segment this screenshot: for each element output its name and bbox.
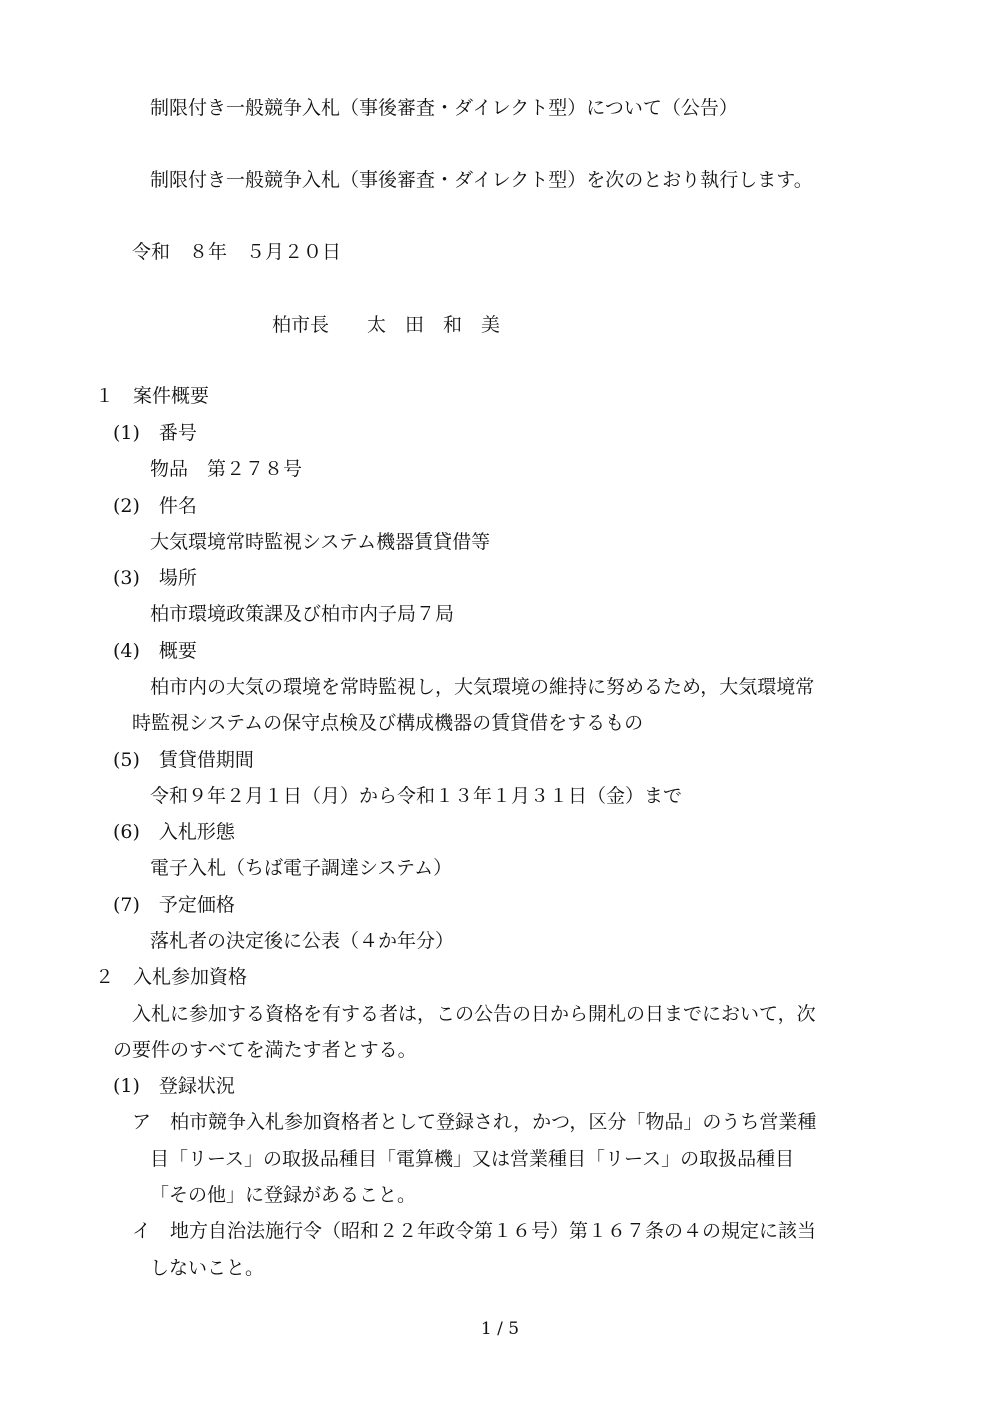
section-2-intro-line-1: 入札に参加する資格を有する者は，この公告の日から開札の日までにおいて，次 xyxy=(132,1003,816,1025)
item-3-value: 柏市環境政策課及び柏市内子局７局 xyxy=(150,603,455,625)
section-2-intro-line-2: の要件のすべてを満たす者とする。 xyxy=(113,1039,417,1061)
item-4-value-line-1: 柏市内の大気の環境を常時監視し，大気環境の維持に努めるため，大気環境常 xyxy=(150,676,815,698)
notice-title: 制限付き一般競争入札（事後審査・ダイレクト型）について（公告） xyxy=(150,97,738,119)
requirement-a-line-3: 「その他」に登録があること。 xyxy=(150,1184,417,1206)
registration-status-label: (1) 登録状況 xyxy=(113,1075,235,1097)
item-2-label: (2) 件名 xyxy=(113,495,197,517)
item-6-value: 電子入札（ちば電子調達システム） xyxy=(150,857,453,879)
requirement-b-line-1: イ 地方自治法施行令（昭和２２年政令第１６号）第１６７条の４の規定に該当 xyxy=(132,1220,817,1242)
item-4-value-line-2: 時監視システムの保守点検及び構成機器の賃貸借をするもの xyxy=(132,712,644,734)
issuer-name: 柏市長 太 田 和 美 xyxy=(272,314,501,336)
section-1-heading: １ 案件概要 xyxy=(95,385,210,407)
item-6-label: (6) 入札形態 xyxy=(113,821,235,843)
item-7-value: 落札者の決定後に公表（４か年分） xyxy=(150,930,455,952)
section-2-heading: ２ 入札参加資格 xyxy=(95,966,248,988)
item-5-value: 令和９年２月１日（月）から令和１３年１月３１日（金）まで xyxy=(150,785,683,807)
item-3-label: (3) 場所 xyxy=(113,567,197,589)
item-7-label: (7) 予定価格 xyxy=(113,894,235,916)
requirement-a-line-2: 目「リース」の取扱品種目「電算機」又は営業種目「リース」の取扱品種目 xyxy=(150,1148,795,1170)
item-1-label: (1) 番号 xyxy=(113,422,197,444)
requirement-a-line-1: ア 柏市競争入札参加資格者として登録され，かつ，区分「物品」のうち営業種 xyxy=(132,1111,817,1133)
item-4-label: (4) 概要 xyxy=(113,640,197,662)
item-2-value: 大気環境常時監視システム機器賃貸借等 xyxy=(150,531,491,553)
item-1-value: 物品 第２７８号 xyxy=(150,458,303,480)
page-number: 1 / 5 xyxy=(480,1319,520,1339)
requirement-b-line-2: しないこと。 xyxy=(150,1257,265,1279)
notice-date: 令和 ８年 ５月２０日 xyxy=(132,241,342,263)
item-5-label: (5) 賃貸借期間 xyxy=(113,749,254,771)
intro-sentence: 制限付き一般競争入札（事後審査・ダイレクト型）を次のとおり執行します。 xyxy=(150,169,813,191)
